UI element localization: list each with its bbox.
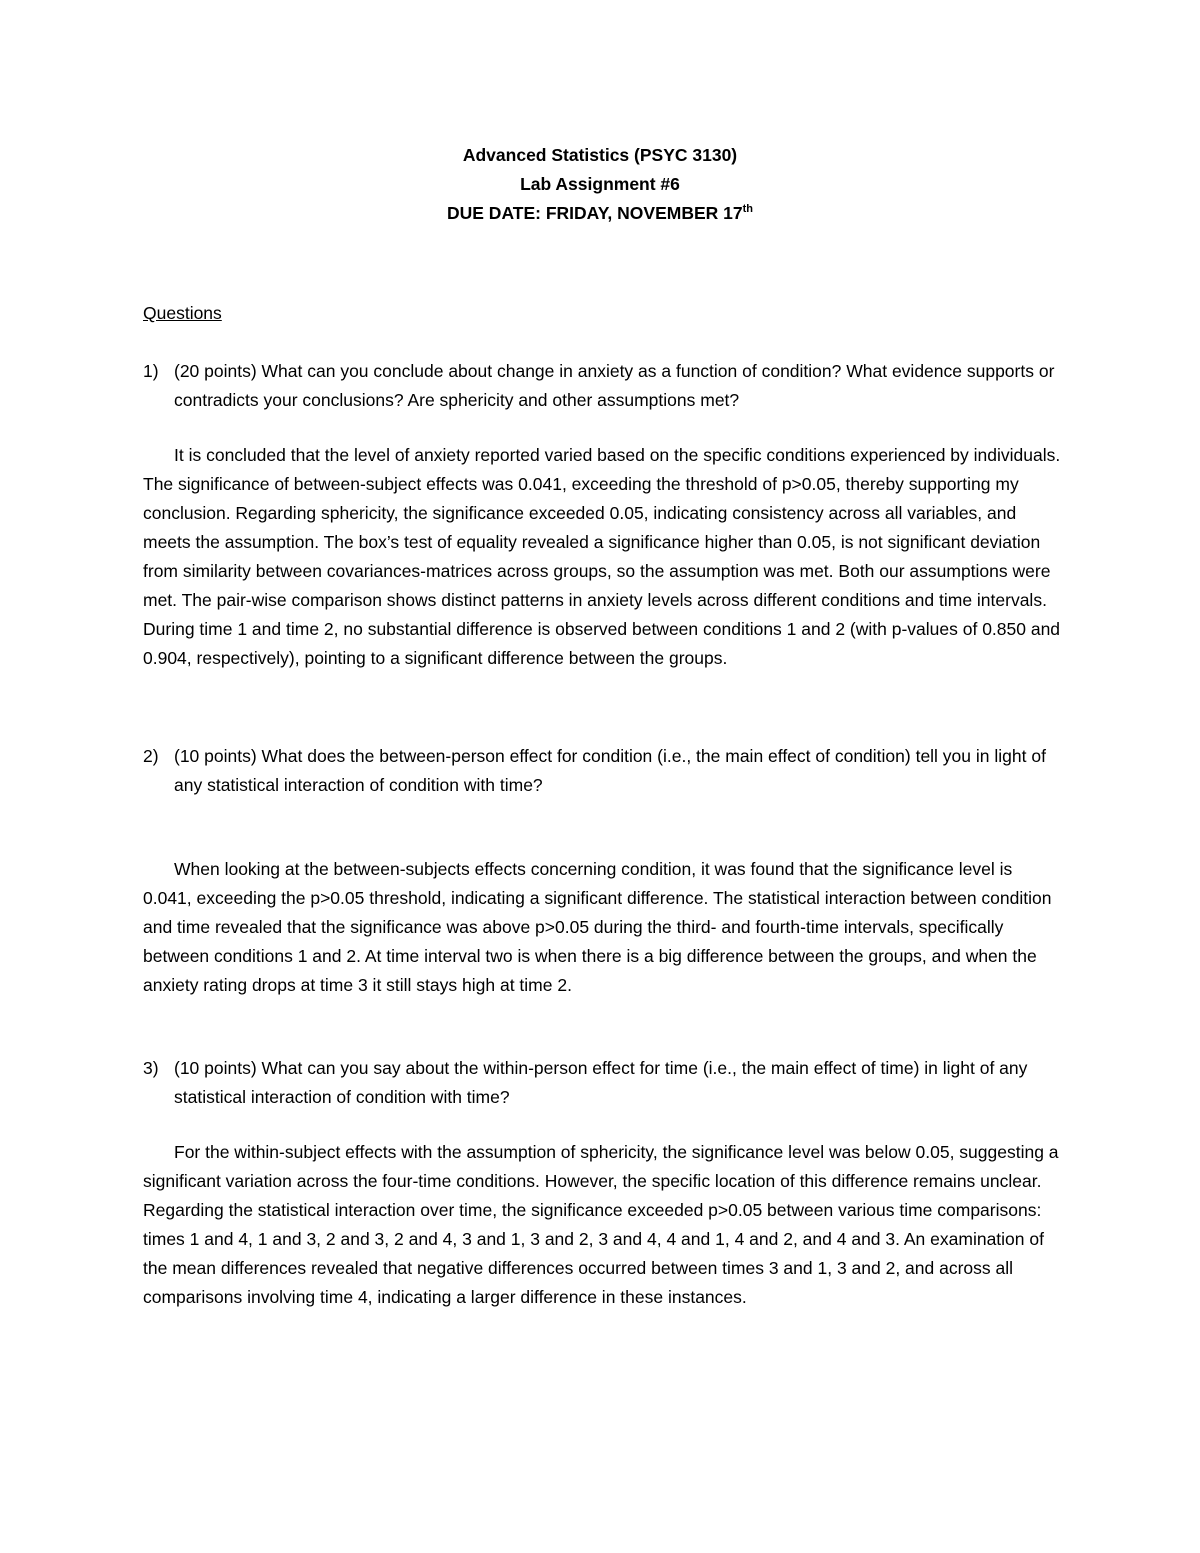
question-1 bbox=[143, 357, 1073, 415]
question-text: (10 points) What does the between-person effect for condition (i.e., the main effect of condition) tell you in light of any statistical interaction of condition with time? bbox=[174, 746, 1046, 795]
section-heading: Questions bbox=[143, 303, 222, 323]
question-text: (20 points) What can you conclude about change in anxiety as a function of condition? What evidence supports or contradicts your conclusions? Are sphericity and other assumptions met? bbox=[174, 361, 1055, 410]
answer-3: For the within-subject effects with the assumption of sphericity, the significance level was below 0.05, suggesting a significant variation across the four-time conditions. However, the specific location of this difference remains unclear. Regarding the statistical interaction over time, the significance exceeded p>0.05 between various time comparisons: times 1 and 4, 1 and 3, 2 and 3, 2 and 4, 3 and 1, 3 and 2, 3 and 4, 4 and 1, 4 and 2, and 4 and 3. An examination of the mean differences revealed that negative differences occurred between times 3 and 1, 3 and 2, and across all comparisons involving time 4, indicating a larger difference in these instances. bbox=[143, 1142, 1059, 1307]
answer-2: When looking at the between-subjects effects concerning condition, it was found that the significance level is 0.041, exceeding the p>0.05 threshold, indicating a significant difference. The statistical interaction between condition and time revealed that the significance was above p>0.05 during the third- and fourth-time intervals, specifically between conditions 1 and 2. At time interval two is when there is a big difference between the groups, and when the anxiety rating drops at time 3 it still stays high at time 2. bbox=[143, 859, 1052, 995]
due-date-suffix: th bbox=[742, 203, 753, 215]
document-header bbox=[0, 141, 1200, 228]
question-number: 3) bbox=[143, 1058, 159, 1078]
question-text: (10 points) What can you say about the within-person effect for time (i.e., the main effect of time) in light of any statistical interaction of condition with time? bbox=[174, 1058, 1028, 1107]
question-number: 1) bbox=[143, 361, 159, 381]
due-date bbox=[0, 199, 1200, 228]
question-number: 2) bbox=[143, 746, 159, 766]
question-3 bbox=[143, 1054, 1073, 1112]
course-title: Advanced Statistics (PSYC 3130) bbox=[462, 145, 738, 165]
answer-1: It is concluded that the level of anxiety reported varied based on the specific conditions experienced by individuals. The significance of between-subject effects was 0.041, exceeding the threshold of p>0.05, thereby supporting my conclusion. Regarding sphericity, the significance exceeded 0.05, indicating consistency across all variables, and meets the assumption. The box’s test of equality revealed a significance higher than 0.05, is not significant deviation from similarity between covariances-matrices across groups, so the assumption was met. Both our assumptions were met. The pair-wise comparison shows distinct patterns in anxiety levels across different conditions and time intervals. During time 1 and time 2, no substantial difference is observed between conditions 1 and 2 (with p-values of 0.850 and 0.904, respectively), pointing to a significant difference between the groups. bbox=[143, 445, 1061, 668]
assignment-title: Lab Assignment #6 bbox=[520, 174, 680, 194]
question-2 bbox=[143, 742, 1073, 800]
due-date-text: DUE DATE: FRIDAY, NOVEMBER 17 bbox=[447, 203, 743, 223]
